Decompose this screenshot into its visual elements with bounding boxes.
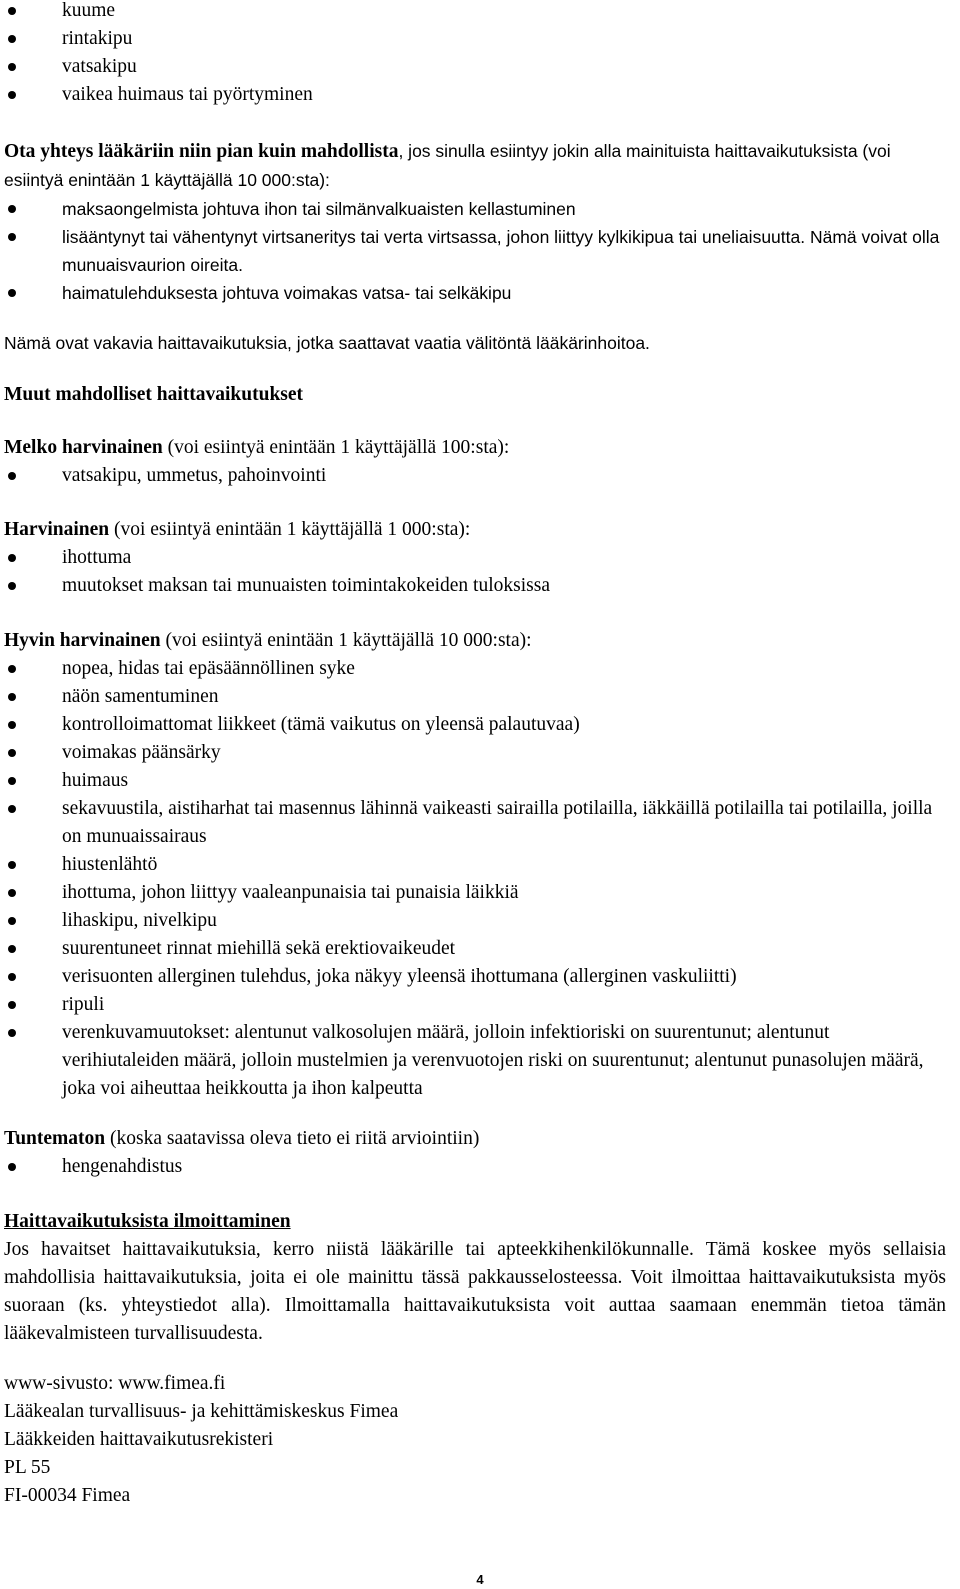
contact-doctor-bold: Ota yhteys lääkäriin niin pian kuin mahdollista <box>4 141 399 162</box>
address-line: www-sivusto: www.fimea.fi <box>4 1373 226 1394</box>
very-rare-section <box>4 627 946 1103</box>
address-line: Lääkealan turvallisuus- ja kehittämiskeskus Fimea <box>4 1401 399 1422</box>
contact-doctor-paragraph <box>4 137 946 195</box>
address-block <box>4 1370 946 1510</box>
frequency-text: (voi esiintyä enintään 1 käyttäjällä 10 000:sta): <box>160 630 532 651</box>
rare-list <box>4 544 946 600</box>
address-line: Lääkkeiden haittavaikutusrekisteri <box>4 1429 274 1450</box>
list-item: verisuonten allerginen tulehdus, joka näkyy yleensä ihottumana (allerginen vaskuliitti) <box>4 963 946 991</box>
reporting-section <box>4 1208 946 1348</box>
list-item: sekavuustila, aistiharhat tai masennus lähinnä vaikeasti sairailla potilailla, iäkkäillä potilailla tai potilailla, joilla on munuaissairaus <box>4 795 946 851</box>
list-item: muutokset maksan tai munuaisten toimintakokeiden tuloksissa <box>4 572 946 600</box>
list-item: lihaskipu, nivelkipu <box>4 907 946 935</box>
serious-effects-list <box>4 195 946 307</box>
very-rare-list <box>4 655 946 1103</box>
contact-doctor-text: , jos sinulla esiintyy jokin alla mainituista haittavaikutuksista (voi esiintyä enintään 1 käyttäjällä 10 000:sta): <box>4 141 891 190</box>
list-item: rintakipu <box>4 25 946 53</box>
list-item: vaikea huimaus tai pyörtyminen <box>4 81 946 109</box>
frequency-text: (voi esiintyä enintään 1 käyttäjällä 100:sta): <box>162 437 510 458</box>
frequency-heading <box>4 516 946 544</box>
list-item: hengenahdistus <box>4 1153 946 1181</box>
frequency-label: Harvinainen <box>4 519 110 540</box>
frequency-heading <box>4 1125 946 1153</box>
frequency-heading <box>4 627 946 655</box>
list-item: nopea, hidas tai epäsäännöllinen syke <box>4 655 946 683</box>
list-item: ripuli <box>4 991 946 1019</box>
frequency-label: Hyvin harvinainen <box>4 630 161 651</box>
frequency-text: (koska saatavissa oleva tieto ei riitä arviointiin) <box>105 1128 480 1149</box>
reporting-text: Jos havaitset haittavaikutuksia, kerro niistä lääkärille tai apteekkihenkilökunnalle. Tämä koskee myös sellaisia mahdollisia haittavaikutuksia, joita ei ole mainittu tässä pakkausselosteessa. Voit ilmoittaa haittavaikutuksista myös suoraan (ks. yhteystiedot alla). Ilmoittamalla haittavaikutuksista voit auttaa saamaan enemmän tietoa tämän lääkevalmisteen turvallisuudesta. <box>4 1239 946 1344</box>
list-item: kontrolloimattomat liikkeet (tämä vaikutus on yleensä palautuvaa) <box>4 711 946 739</box>
list-item: kuume <box>4 0 946 25</box>
list-item: suurentuneet rinnat miehillä sekä erektiovaikeudet <box>4 935 946 963</box>
address-line: FI-00034 Fimea <box>4 1485 131 1506</box>
uncommon-list <box>4 462 946 490</box>
frequency-label: Melko harvinainen <box>4 437 163 458</box>
list-item: lisääntynyt tai vähentynyt virtsaneritys tai verta virtsassa, johon liittyy kylkikipua tai uneliaisuutta. Nämä voivat olla munuaisvaurion oireita. <box>4 223 946 279</box>
list-item: vatsakipu <box>4 53 946 81</box>
symptom-list <box>4 0 946 109</box>
list-item: ihottuma <box>4 544 946 572</box>
address-line: PL 55 <box>4 1457 51 1478</box>
reporting-heading: Haittavaikutuksista ilmoittaminen <box>4 1211 291 1232</box>
uncommon-section <box>4 434 946 490</box>
unknown-frequency-section <box>4 1125 946 1181</box>
list-item: näön samentuminen <box>4 683 946 711</box>
frequency-heading <box>4 434 946 462</box>
contact-doctor-section <box>4 137 946 307</box>
frequency-label: Tuntematon <box>4 1128 106 1149</box>
list-item: huimaus <box>4 767 946 795</box>
unknown-list <box>4 1153 946 1181</box>
list-item: verenkuvamuutokset: alentunut valkosolujen määrä, jolloin infektioriski on suurentunut; alentunut verihiutaleiden määrä, jolloin mustelmien ja verenvuotojen riski on suurentunut; alentunut punasolujen määrä, joka voi aiheuttaa heikkoutta ja ihon kalpeutta <box>4 1019 946 1103</box>
section-heading <box>4 381 946 409</box>
rare-section <box>4 516 946 600</box>
list-item: maksaongelmista johtuva ihon tai silmänvalkuaisten kellastuminen <box>4 195 946 223</box>
symptom-list-section <box>4 0 946 109</box>
list-item: ihottuma, johon liittyy vaaleanpunaisia tai punaisia läikkiä <box>4 879 946 907</box>
list-item: voimakas päänsärky <box>4 739 946 767</box>
page-number: 4 <box>476 1572 484 1587</box>
list-item: hiustenlähtö <box>4 851 946 879</box>
reporting-heading-line <box>4 1208 946 1236</box>
list-item: haimatulehduksesta johtuva voimakas vatsa- tai selkäkipu <box>4 279 946 307</box>
serious-note: Nämä ovat vakavia haittavaikutuksia, jotka saattavat vaatia välitöntä lääkärinhoitoa. <box>4 333 650 353</box>
other-effects-heading: Muut mahdolliset haittavaikutukset <box>4 384 304 405</box>
frequency-text: (voi esiintyä enintään 1 käyttäjällä 1 000:sta): <box>109 519 471 540</box>
list-item: vatsakipu, ummetus, pahoinvointi <box>4 462 946 490</box>
